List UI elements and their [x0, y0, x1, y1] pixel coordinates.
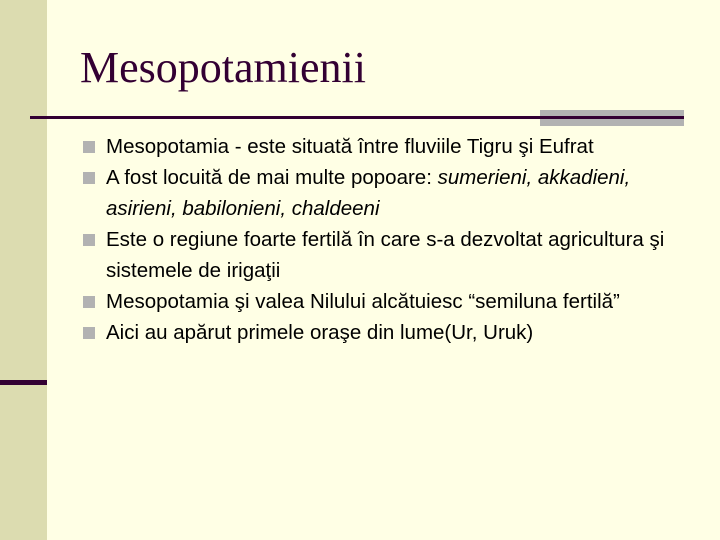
left-decorative-band — [0, 0, 47, 540]
bullet-text: Mesopotamia şi valea Nilului alcătuiesc “semiluna fertilă” — [106, 290, 620, 313]
bullet-item — [82, 286, 702, 317]
bullet-text: Mesopotamia - este situată între fluviile Tigru şi Eufrat — [106, 135, 594, 158]
bullet-item — [82, 317, 702, 348]
bullet-item — [82, 131, 702, 162]
square-bullet-icon — [83, 141, 95, 153]
left-accent-bar — [0, 380, 47, 385]
bullet-text-italic: sumerieni, akkadieni, asirieni, babilonieni, chaldeeni — [106, 166, 631, 220]
bullet-text: Este o regiune foarte fertilă în care s-a dezvoltat agricultura şi sistemele de irigaţii — [106, 228, 665, 282]
slide-title: Mesopotamienii — [80, 43, 366, 92]
square-bullet-icon — [83, 172, 95, 184]
bullet-text: A fost locuită de mai multe popoare: — [106, 166, 438, 189]
title-divider — [30, 116, 684, 119]
square-bullet-icon — [83, 327, 95, 339]
square-bullet-icon — [83, 234, 95, 246]
bullet-item — [82, 162, 702, 224]
square-bullet-icon — [83, 296, 95, 308]
bullet-item — [82, 224, 702, 286]
bullet-text: Aici au apărut primele oraşe din lume(Ur, Uruk) — [106, 321, 534, 344]
bullet-list — [82, 131, 702, 348]
